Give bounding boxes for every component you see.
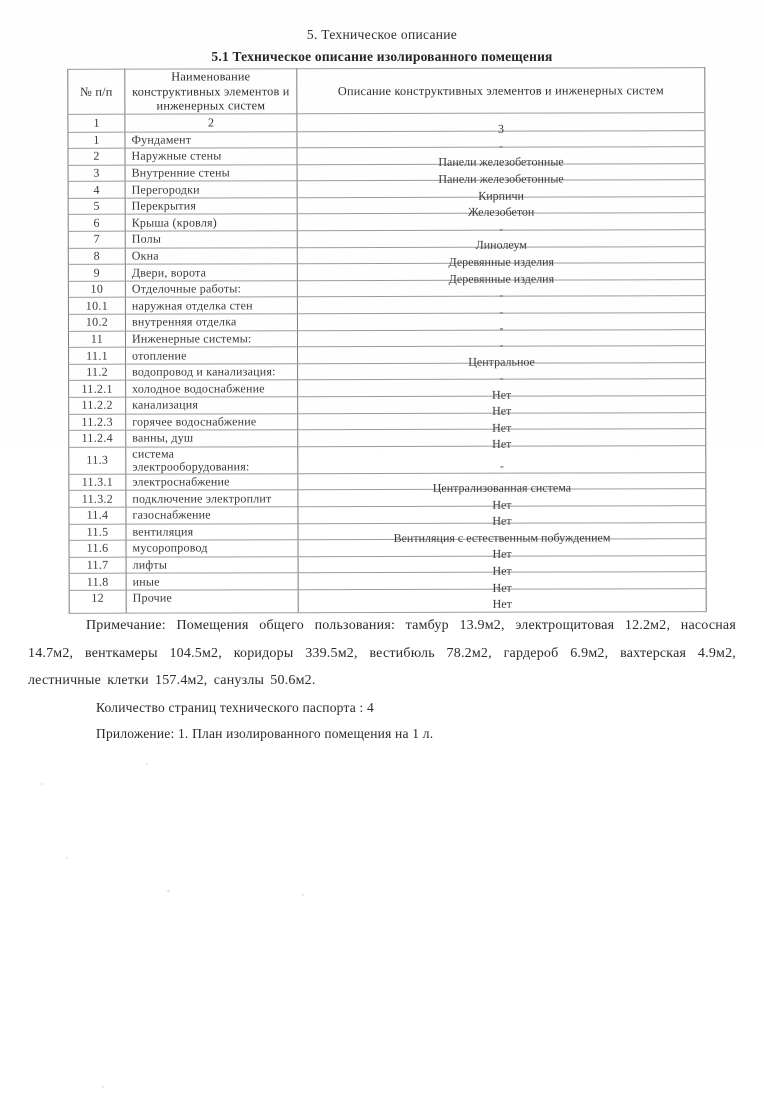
row-description: Нет: [298, 412, 706, 430]
table-row: [68, 246, 705, 264]
row-number: 3: [68, 165, 125, 182]
row-element-name: отопление: [126, 347, 298, 364]
table-row: [69, 555, 706, 573]
row-number: 11.2.2: [69, 397, 126, 414]
row-element-name: Перекрытия: [125, 198, 297, 215]
row-description: -: [298, 362, 706, 380]
row-description: Нет: [298, 379, 706, 397]
table-row: [69, 445, 706, 474]
row-description: Нет: [298, 429, 706, 447]
scan-noise-speck: [146, 763, 148, 765]
row-description: -: [297, 296, 705, 314]
row-number: 1: [68, 132, 125, 149]
row-description: -: [297, 130, 705, 148]
scan-noise-speck: [102, 1086, 104, 1088]
note-paragraph: Примечание: Помещения общего пользования: тамбур 13.9м2, электрощитовая 12.2м2, насосная 14.7м2, венткамеры 104.5м2, коридоры 339.5м2, вестибюль 78.2м2, гардероб 6.9м2, вахтерская 4.9м2, лестничные клетки 157.4м2, санузлы 50.6м2.: [28, 618, 736, 688]
scan-noise-speck: [41, 783, 43, 785]
row-element-name: Двери, ворота: [125, 264, 297, 281]
table-row: [69, 346, 706, 364]
row-description: Нет: [298, 489, 706, 507]
row-element-name: холодное водоснабжение: [126, 380, 298, 397]
row-description: Нет: [298, 555, 706, 573]
table-row: [68, 147, 705, 165]
table-row: [69, 589, 706, 614]
row-description: Деревянные изделия: [297, 263, 705, 281]
table-row: [68, 163, 705, 181]
table-row: [68, 263, 705, 281]
pages-count-line: Количество страниц технического паспорта : 4: [96, 700, 374, 715]
row-description: Центральное: [298, 346, 706, 364]
row-number: 11.2.4: [69, 430, 126, 447]
row-number: 11.2.3: [69, 414, 126, 431]
row-element-name: Внутренние стены: [125, 164, 297, 181]
row-number: 10.2: [68, 314, 125, 331]
table-row: [68, 296, 705, 314]
scan-noise-speck: [66, 857, 68, 859]
row-element-name: электроснабжение: [126, 474, 298, 491]
row-number: 11: [68, 331, 125, 348]
table-row: [69, 506, 706, 524]
table-row: [69, 472, 706, 490]
description-table-wrapper: [67, 67, 705, 614]
row-description: Нет: [298, 396, 706, 414]
column-numbers-row: [68, 112, 705, 132]
row-number: 9: [68, 264, 125, 281]
row-description: Нет: [298, 506, 706, 524]
table-row: [68, 313, 705, 331]
table-row: [69, 412, 706, 430]
row-element-name: Инженерные системы:: [125, 330, 297, 347]
row-element-name: Крыша (кровля): [125, 214, 297, 231]
table-row: [68, 180, 705, 198]
row-element-name: внутренняя отделка: [125, 314, 297, 331]
row-element-name: мусоропровод: [126, 540, 298, 557]
row-element-name: система электрооборудования:: [126, 447, 298, 474]
row-description: Панели железобетонные: [297, 147, 705, 165]
row-element-name: Фундамент: [125, 131, 297, 148]
row-number: 11.1: [69, 347, 126, 364]
row-description: -: [297, 213, 705, 231]
row-description: Нет: [298, 572, 706, 590]
row-element-name: подключение электроплит: [126, 490, 298, 507]
row-number: 7: [68, 231, 125, 248]
row-element-name: лифты: [126, 556, 298, 573]
row-description: -: [297, 280, 705, 298]
scan-noise-speck: [167, 890, 170, 892]
section-title: 5. Техническое описание: [306, 27, 458, 42]
table-row: [69, 362, 706, 380]
row-element-name: горячее водоснабжение: [126, 413, 298, 430]
row-element-name: Отделочные работы:: [125, 281, 297, 298]
row-description: Железобетон: [297, 197, 705, 215]
row-description: Кирпичи: [297, 180, 705, 198]
col-header-element-name: Наименование конструктивных элементов и инженерных систем: [125, 69, 297, 114]
row-description: Вентиляция с естественным побуждением: [298, 522, 706, 540]
row-element-name: Наружные стены: [125, 148, 297, 165]
col-header-description: Описание конструктивных элементов и инженерных систем: [297, 68, 705, 114]
row-description: Нет: [298, 539, 706, 557]
row-number: 11.5: [69, 524, 126, 541]
row-number: 2: [68, 148, 125, 165]
row-number: 11.8: [69, 574, 126, 591]
table-header-row: [68, 68, 705, 114]
row-element-name: наружная отделка стен: [125, 297, 297, 314]
row-number: 10.1: [68, 298, 125, 315]
row-element-name: вентиляция: [126, 523, 298, 540]
row-element-name: Полы: [125, 231, 297, 248]
row-number: 11.2.1: [69, 381, 126, 398]
row-element-name: Прочие: [126, 590, 298, 613]
column-number-1: 1: [68, 114, 125, 132]
table-row: [68, 230, 705, 248]
row-number: 12: [69, 590, 126, 613]
row-number: 4: [68, 181, 125, 198]
table-row: [68, 197, 705, 215]
row-description: Деревянные изделия: [297, 246, 705, 264]
subsection-title: 5.1 Техническое описание изолированного помещения: [211, 49, 553, 64]
row-number: 11.7: [69, 557, 126, 574]
column-number-2: 2: [125, 113, 297, 131]
row-number: 10: [68, 281, 125, 298]
row-element-name: иные: [126, 573, 298, 590]
row-element-name: водопровод и канализация:: [126, 364, 298, 381]
table-row: [69, 429, 706, 447]
table-row: [68, 280, 705, 298]
table-row: [68, 329, 705, 347]
table-row: [68, 213, 705, 231]
technical-description-table: [67, 67, 706, 614]
row-description: Линолеум: [297, 230, 705, 248]
scan-noise-speck: [302, 894, 304, 896]
row-description: Нет: [298, 589, 706, 613]
table-row: [69, 379, 706, 397]
column-number-3: 3: [297, 112, 705, 131]
table-row: [68, 130, 705, 148]
attachment-line: Приложение: 1. План изолированного помещения на 1 л.: [96, 726, 434, 741]
row-description: Панели железобетонные: [297, 163, 705, 181]
row-element-name: ванны, душ: [126, 430, 298, 447]
row-number: 5: [68, 198, 125, 215]
row-number: 11.3: [69, 447, 126, 474]
table-row: [69, 522, 706, 540]
row-number: 11.3.1: [69, 474, 126, 491]
row-number: 8: [68, 248, 125, 265]
row-element-name: газоснабжение: [126, 507, 298, 524]
row-description: Централизованная система: [298, 472, 706, 490]
row-number: 11.3.2: [69, 491, 126, 508]
row-element-name: канализация: [126, 397, 298, 414]
table-row: [69, 396, 706, 414]
table-body: [68, 130, 706, 613]
row-description: -: [297, 313, 705, 331]
row-number: 6: [68, 215, 125, 232]
col-header-number: № п/п: [68, 69, 125, 114]
row-element-name: Перегородки: [125, 181, 297, 198]
row-description: -: [298, 445, 706, 473]
row-number: 11.4: [69, 507, 126, 524]
row-number: 11.2: [69, 364, 126, 381]
row-number: 11.6: [69, 540, 126, 557]
table-row: [69, 489, 706, 507]
table-row: [69, 572, 706, 590]
row-element-name: Окна: [125, 247, 297, 264]
row-description: -: [297, 329, 705, 347]
